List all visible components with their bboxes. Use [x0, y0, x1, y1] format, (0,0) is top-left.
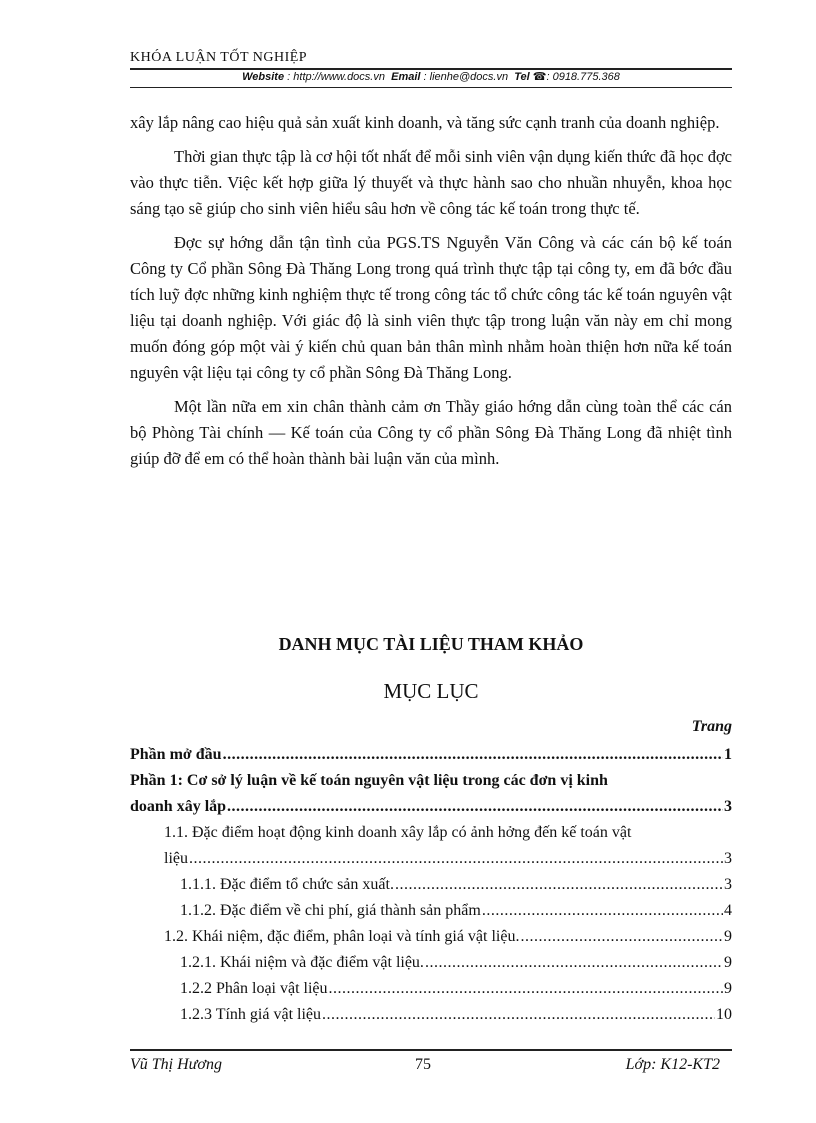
footer-rule — [130, 1049, 732, 1051]
header-contact — [130, 70, 732, 83]
toc-entry[interactable]: liệu ..... 3 — [130, 846, 732, 872]
tel-value: : 0918.775.368 — [546, 71, 620, 83]
footer-page-number: 75 — [415, 1056, 431, 1073]
tel-label: Tel — [514, 71, 530, 83]
table-of-contents — [130, 742, 732, 1028]
header-rule-bottom — [130, 87, 732, 88]
email-label: Email — [391, 71, 421, 83]
toc-heading: MỤC LỤC — [383, 679, 479, 703]
email-value: : lienhe@docs.vn — [423, 71, 509, 83]
website-value: : http://www.docs.vn — [287, 71, 385, 83]
footer-author: Vũ Thị Hương — [130, 1056, 222, 1073]
toc-entry[interactable]: 1.2.1. Khái niệm và đặc điểm vật liệu. ..... 9 — [130, 950, 732, 976]
header-rule-top — [130, 68, 732, 70]
references-heading: DANH MỤC TÀI LIỆU THAM KHẢO — [278, 634, 584, 654]
website-label: Website — [242, 71, 285, 83]
toc-entry[interactable]: 1.2. Khái niệm, đặc điểm, phân loại và tính giá vật liệu. ..... 9 — [130, 924, 732, 950]
toc-entry[interactable]: 1.1.1. Đặc điểm tổ chức sản xuất. ..... 3 — [130, 872, 732, 898]
toc-page-label: Trang — [691, 718, 732, 735]
toc-entry[interactable]: 1.1.2. Đặc điểm về chi phí, giá thành sản phẩm ..... 4 — [130, 898, 732, 924]
paragraph: Đợc sự hớng dẫn tận tình của PGS.TS Nguyễn Văn Công và các cán bộ kế toán Công ty Cổ phần Sông Đà Thăng Long trong quá trình thực tập tại công ty, em đã bớc đầu tích luỹ đợc những kinh nghiệm thực tế trong công tác tổ chức công tác kế toán nguyên vật liệu tại doanh nghiệp. Với giác độ là sinh viên thực tập trong luận văn này em chỉ mong muốn đóng góp một vài ý kiến chủ quan bản thân mình nhằm hoàn thiện hơn nữa kế toán nguyên vật liệu tại công ty cổ phần Sông Đà Thăng Long. — [130, 233, 732, 382]
paragraph: Một lần nữa em xin chân thành cảm ơn Thầy giáo hớng dẫn cùng toàn thể các cán bộ Phòng Tài chính — Kế toán của Công ty cổ phần Sông Đà Thăng Long đã nhiệt tình giúp đỡ để em có thể hoàn thành bài luận văn của mình. — [130, 397, 732, 468]
toc-entry[interactable]: doanh xây lắp ..... 3 — [130, 794, 732, 820]
footer-class: Lớp: K12-KT2 — [625, 1056, 720, 1073]
paragraph: xây lắp nâng cao hiệu quả sản xuất kinh doanh, và tăng sức cạnh tranh của doanh nghiệp. — [130, 113, 720, 132]
toc-entry[interactable]: 1.2.3 Tính giá vật liệu ..... 10 — [130, 1002, 732, 1028]
toc-entry-line1[interactable]: 1.1. Đặc điểm hoạt động kinh doanh xây lắp có ảnh hởng đến kế toán vật — [164, 824, 632, 841]
header-title: KHÓA LUẬN TỐT NGHIỆP — [130, 50, 308, 65]
phone-icon: ☎ — [532, 71, 547, 83]
toc-entry-line1[interactable]: Phần 1: Cơ sở lý luận về kế toán nguyên vật liệu trong các đơn vị kinh — [130, 772, 608, 789]
body-text — [130, 110, 732, 480]
toc-entry[interactable]: Phần mở đầu ..... 1 — [130, 742, 732, 768]
toc-entry[interactable]: 1.2.2 Phân loại vật liệu ..... 9 — [130, 976, 732, 1002]
paragraph: Thời gian thực tập là cơ hội tốt nhất để mỗi sinh viên vận dụng kiến thức đã học đợc vào thực tiễn. Việc kết hợp giữa lý thuyết và thực hành sao cho nhuần nhuyễn, khoa học sáng tạo sẽ giúp cho sinh viên hiểu sâu hơn về công tác kế toán trong thực tế. — [130, 147, 732, 218]
